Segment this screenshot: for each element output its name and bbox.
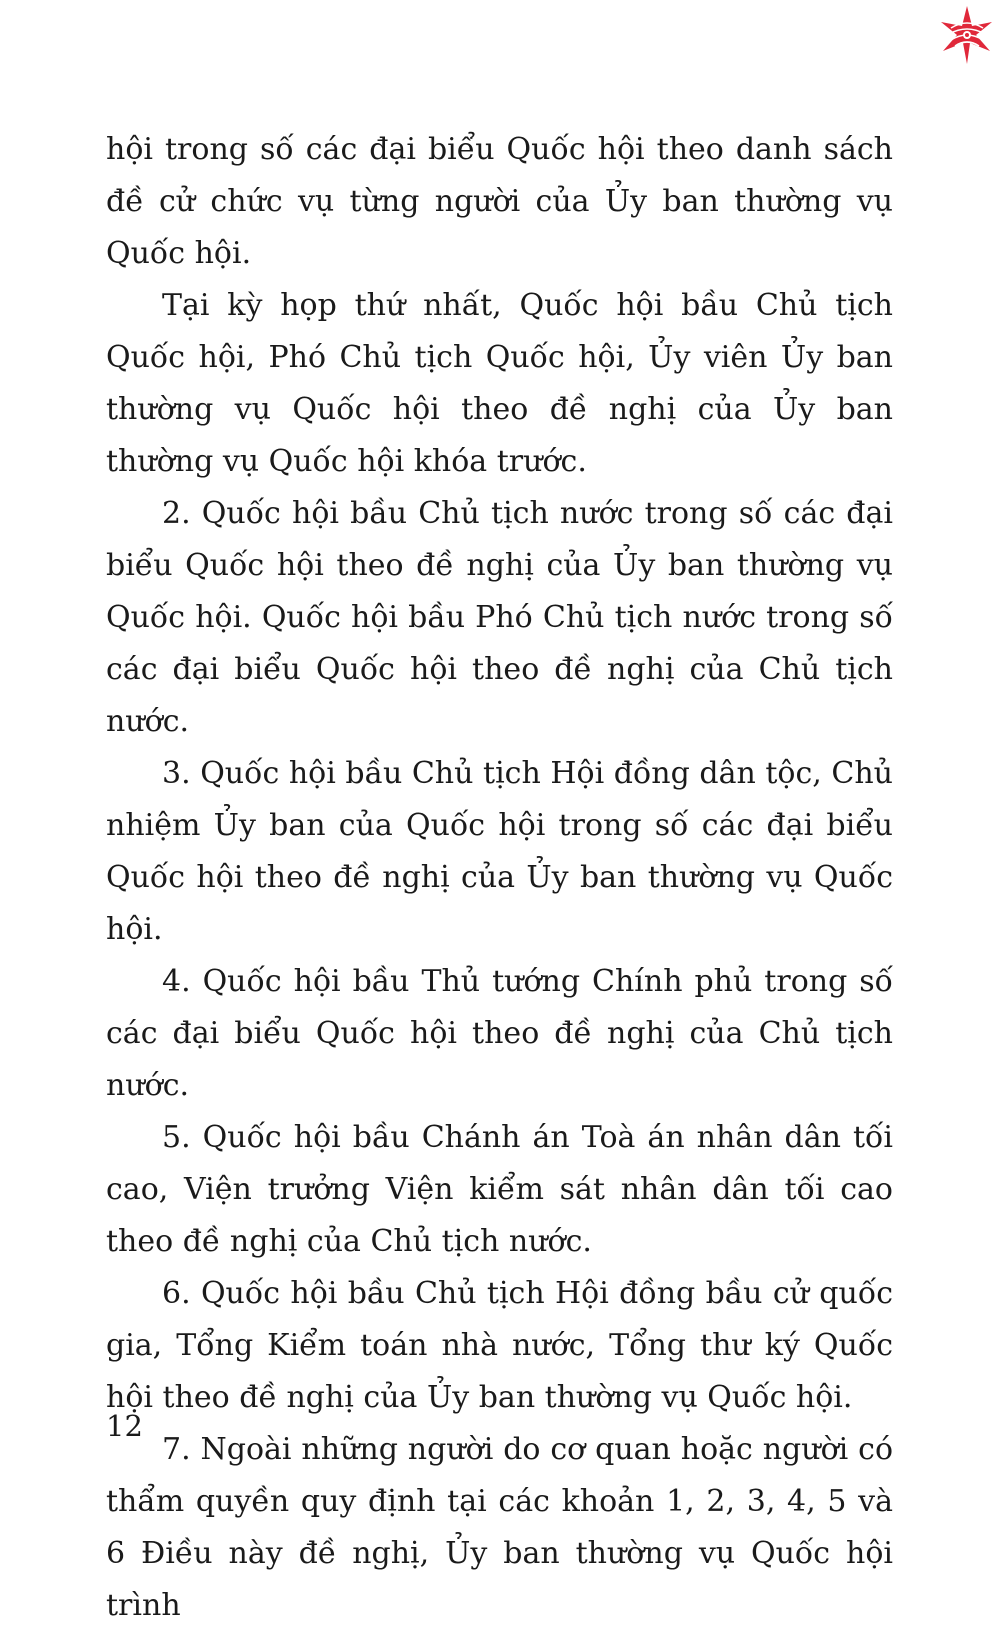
paragraph-first-session: Tại kỳ họp thứ nhất, Quốc hội bầu Chủ tịch Quốc hội, Phó Chủ tịch Quốc hội, Ủy viên Ủy ban thường vụ Quốc hội theo đề nghị của Ủy ban thường vụ Quốc hội khóa trước. — [106, 288, 893, 479]
paragraph-clause-7: 7. Ngoài những người do cơ quan hoặc người có thẩm quyền quy định tại các khoản 1, 2, 3, 4, 5 và 6 Điều này đề nghị, Ủy ban thường vụ Quốc hội trình — [106, 1432, 893, 1623]
body-text — [106, 124, 893, 1632]
paragraph-continuation: hội trong số các đại biểu Quốc hội theo danh sách đề cử chức vụ từng người của Ủy ban thường vụ Quốc hội. — [106, 132, 893, 271]
paragraph-clause-2: 2. Quốc hội bầu Chủ tịch nước trong số các đại biểu Quốc hội theo đề nghị của Ủy ban thường vụ Quốc hội. Quốc hội bầu Phó Chủ tịch nước trong số các đại biểu Quốc hội theo đề nghị của Chủ tịch nước. — [106, 496, 893, 739]
page-number: 12 — [106, 1409, 143, 1443]
publisher-star-logo-icon — [936, 4, 998, 66]
paragraph-clause-5: 5. Quốc hội bầu Chánh án Toà án nhân dân tối cao, Viện trưởng Viện kiểm sát nhân dân tối cao theo đề nghị của Chủ tịch nước. — [106, 1120, 893, 1259]
paragraph-clause-4: 4. Quốc hội bầu Thủ tướng Chính phủ trong số các đại biểu Quốc hội theo đề nghị của Chủ tịch nước. — [106, 964, 893, 1103]
paragraph-clause-6: 6. Quốc hội bầu Chủ tịch Hội đồng bầu cử quốc gia, Tổng Kiểm toán nhà nước, Tổng thư ký Quốc hội theo đề nghị của Ủy ban thường vụ Quốc hội. — [106, 1276, 893, 1415]
paragraph-clause-3: 3. Quốc hội bầu Chủ tịch Hội đồng dân tộc, Chủ nhiệm Ủy ban của Quốc hội trong số các đại biểu Quốc hội theo đề nghị của Ủy ban thường vụ Quốc hội. — [106, 756, 893, 947]
